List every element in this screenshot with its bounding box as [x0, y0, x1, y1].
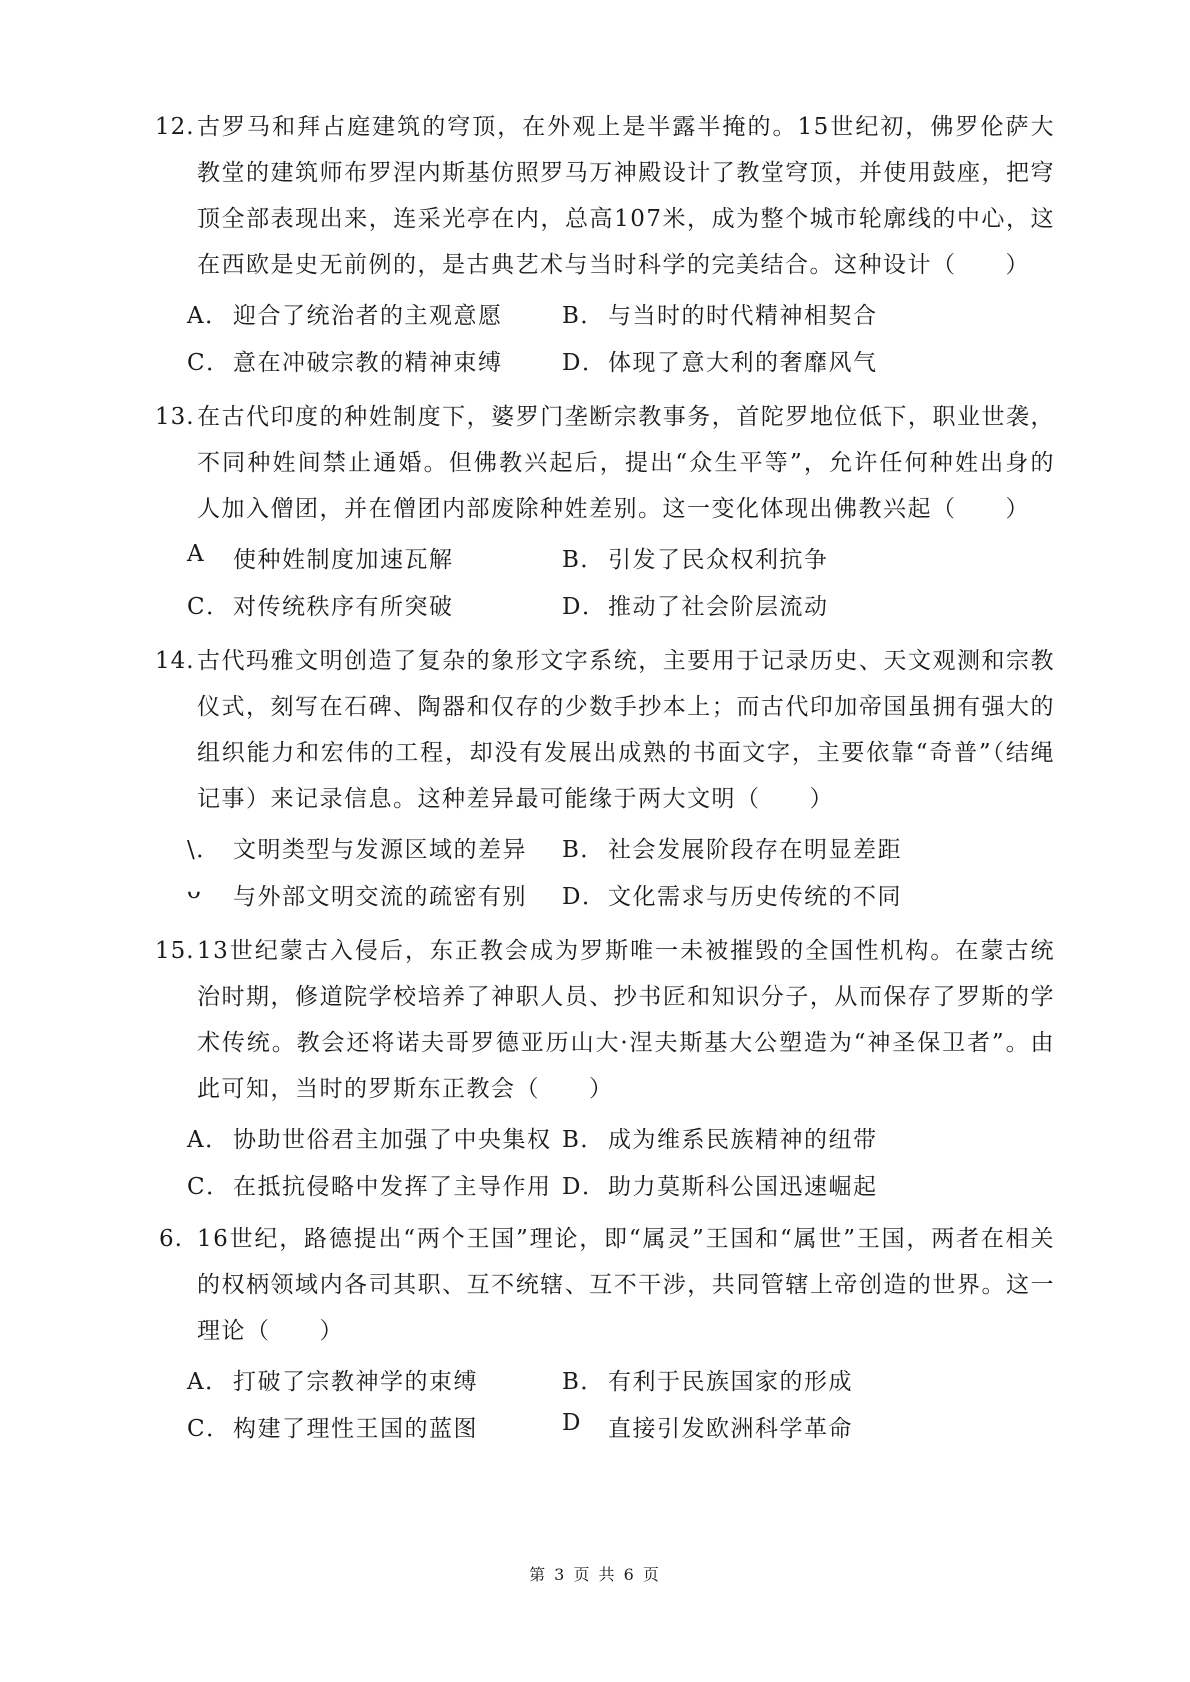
option-text: 文明类型与发源区域的差异	[233, 837, 527, 863]
option-text: 与当时的时代精神相契合	[608, 303, 878, 329]
question-stem: 16世纪，路德提出“两个王国”理论，即“属灵”王国和“属世”王国，两者在相关的权柄领域内各司其职、互不统辖、互不干涉，共同管辖上帝创造的世界。这一理论（ ）	[197, 1226, 1055, 1344]
question-13	[155, 394, 1055, 628]
option-letter: C．	[187, 350, 231, 376]
option-letter: B．	[562, 1369, 605, 1395]
option-text: 与外部文明交流的疏密有别	[233, 884, 527, 910]
option-b	[562, 831, 937, 864]
option-text: 协助世俗君主加强了中央集权	[233, 1127, 552, 1153]
option-text: 直接引发欧洲科学革命	[608, 1416, 853, 1442]
options	[187, 1114, 1055, 1208]
options	[187, 1356, 1055, 1450]
option-a	[187, 1363, 562, 1396]
option-letter: B．	[562, 1127, 605, 1153]
option-c	[187, 1168, 562, 1201]
option-letter: B．	[562, 547, 605, 573]
option-text: 社会发展阶段存在明显差距	[608, 837, 902, 863]
option-text: 打破了宗教神学的束缚	[233, 1369, 478, 1395]
option-text: 成为维系民族精神的纽带	[608, 1127, 878, 1153]
option-letter: D．	[562, 594, 607, 620]
options	[187, 290, 1055, 384]
option-b	[562, 297, 937, 330]
option-c	[187, 878, 562, 911]
option-text: 对传统秩序有所突破	[233, 594, 454, 620]
option-letter: B．	[562, 303, 605, 329]
option-d	[562, 344, 937, 377]
question-number: 12.	[155, 114, 195, 140]
option-letter: D．	[562, 1174, 607, 1200]
option-d	[562, 878, 937, 911]
options	[187, 824, 1055, 918]
option-text: 有利于民族国家的形成	[608, 1369, 853, 1395]
option-text: 意在冲破宗教的精神束缚	[233, 350, 503, 376]
question-number: 13.	[155, 404, 195, 430]
option-text: 迎合了统治者的主观意愿	[233, 303, 503, 329]
option-letter: D．	[562, 350, 607, 376]
option-letter: A	[187, 541, 206, 567]
option-letter: B．	[562, 837, 605, 863]
option-text: 构建了理性王国的蓝图	[233, 1416, 478, 1442]
options	[187, 534, 1055, 628]
option-d	[562, 1410, 937, 1443]
option-a	[187, 831, 562, 864]
option-a	[187, 541, 562, 574]
option-b	[562, 1121, 937, 1154]
option-text: 助力莫斯科公国迅速崛起	[608, 1174, 878, 1200]
option-text: 文化需求与历史传统的不同	[608, 884, 902, 910]
option-text: 体现了意大利的奢靡风气	[608, 350, 878, 376]
option-letter: A．	[187, 1369, 230, 1395]
question-stem: 古罗马和拜占庭建筑的穹顶，在外观上是半露半掩的。15世纪初，佛罗伦萨大教堂的建筑师布罗涅内斯基仿照罗马万神殿设计了教堂穹顶，并使用鼓座，把穹顶全部表现出来，连采光亭在内，总高107米，成为整个城市轮廓线的中心，这在西欧是史无前例的，是古典艺术与当时科学的完美结合。这种设计（ ）	[197, 114, 1055, 278]
option-d	[562, 588, 937, 621]
option-c	[187, 344, 562, 377]
question-number: 15.	[155, 938, 195, 964]
question-14	[155, 638, 1055, 918]
question-stem: 13世纪蒙古入侵后，东正教会成为罗斯唯一未被摧毁的全国性机构。在蒙古统治时期，修道院学校培养了神职人员、抄书匠和知识分子，从而保存了罗斯的学术传统。教会还将诺夫哥罗德亚历山大·涅夫斯基大公塑造为“神圣保卫者”。由此可知，当时的罗斯东正教会（ ）	[197, 938, 1055, 1102]
question-15	[155, 928, 1055, 1208]
option-letter: C．	[187, 1416, 231, 1442]
option-d	[562, 1168, 937, 1201]
option-text: 推动了社会阶层流动	[608, 594, 829, 620]
page-footer: 第 3 页 共 6 页	[529, 1565, 661, 1584]
option-a	[187, 297, 562, 330]
option-b	[562, 541, 937, 574]
option-letter: D．	[562, 884, 607, 910]
question-stem: 在古代印度的种姓制度下，婆罗门垄断宗教事务，首陀罗地位低下，职业世袭，不同种姓间禁止通婚。但佛教兴起后，提出“众生平等”，允许任何种姓出身的人加入僧团，并在僧团内部废除种姓差别。这一变化体现出佛教兴起（ ）	[197, 404, 1055, 522]
option-letter: D	[562, 1410, 582, 1436]
option-text: 使种姓制度加速瓦解	[233, 547, 454, 573]
option-letter: A．	[187, 1127, 230, 1153]
option-letter: ᴗ	[187, 878, 203, 904]
question-12	[155, 104, 1055, 384]
option-letter: C．	[187, 1174, 231, 1200]
option-c	[187, 1410, 562, 1443]
question-stem: 古代玛雅文明创造了复杂的象形文字系统，主要用于记录历史、天文观测和宗教仪式，刻写在石碑、陶器和仅存的少数手抄本上；而古代印加帝国虽拥有强大的组织能力和宏伟的工程，却没有发展出成熟的书面文字，主要依靠“奇普”（结绳记事）来记录信息。这种差异最可能缘于两大文明（ ）	[197, 648, 1055, 812]
option-c	[187, 588, 562, 621]
question-number: 14.	[155, 648, 195, 674]
option-letter: A．	[187, 303, 230, 329]
option-text: 在抵抗侵略中发挥了主导作用	[233, 1174, 552, 1200]
question-16	[155, 1216, 1055, 1450]
question-number: 6.	[159, 1226, 183, 1252]
option-a	[187, 1121, 562, 1154]
option-letter: C．	[187, 594, 231, 620]
option-text: 引发了民众权利抗争	[608, 547, 829, 573]
option-letter: \．	[187, 837, 221, 863]
option-b	[562, 1363, 937, 1396]
